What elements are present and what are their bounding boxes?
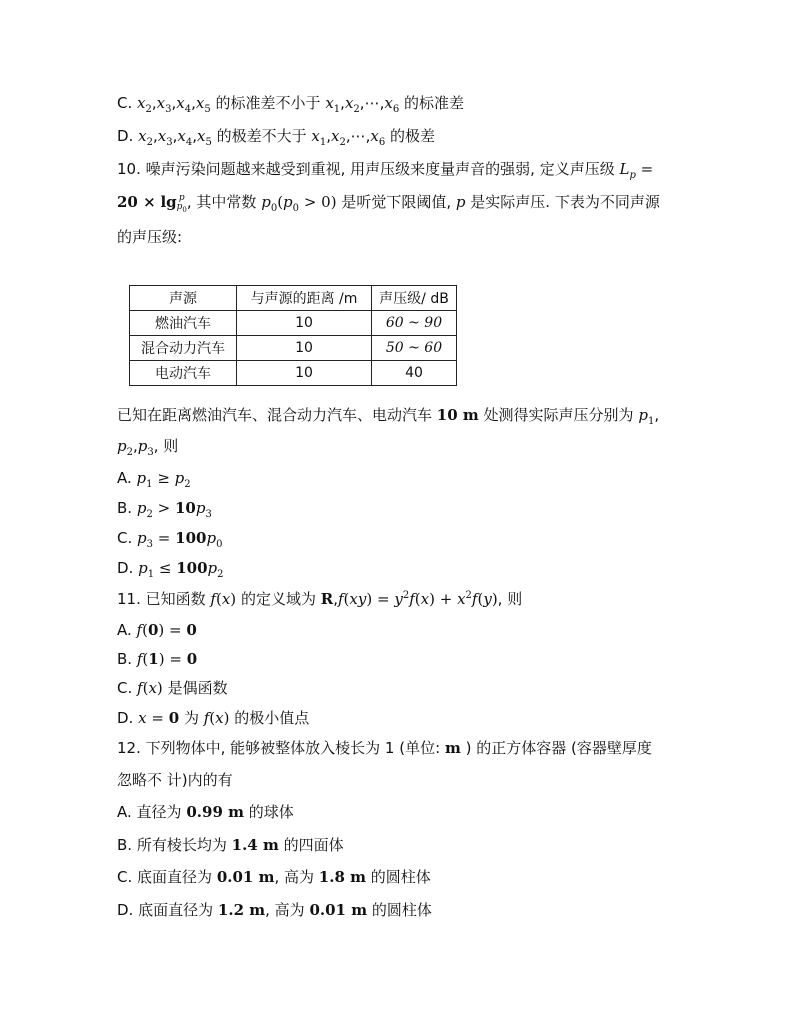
question-10-stem1: 已知在距离燃油汽车、混合动力汽车、电动汽车 10 m 处测得实际声压分别为 $p_1$, [117,406,660,427]
table-row: 混合动力汽车 10 50 ~ 60 [130,336,457,361]
table-header-row: 声源 与声源的距离 /m 声压级/ dB [130,286,457,311]
option-label: D. [117,127,134,145]
question-12-option-a: A. 直径为 0.99 m 的球体 [117,803,294,821]
question-10-line1: 10. 噪声污染问题越来越受到重视, 用声压级来度量声音的强弱, 定义声压级 $L_p$ = [117,160,654,181]
question-12-option-c: C. 底面直径为 0.01 m, 高为 1.8 m 的圆柱体 [117,868,431,886]
question-12-option-d: D. 底面直径为 1.2 m, 高为 0.01 m 的圆柱体 [117,901,432,919]
question-10-option-d: D. $p_1 \le 100p_2$ [117,559,224,580]
question-12-option-b: B. 所有棱长均为 1.4 m 的四面体 [117,836,344,854]
option-d-prev: D. $x_2,x_3,x_4,x_5$ 的极差不大于 $x_1,x_2,\cdots,x_6$ 的极差 [117,127,436,148]
question-11-line1: 11. 已知函数 f(x) 的定义域为 $R,f(xy) = y^2f(x) + x^2f(y)$, 则 [117,590,523,608]
question-11-option-a: A. f(0) = 0 [117,621,197,639]
question-12-line2: 忽略不 计)内的有 [117,771,233,789]
question-10-line2: 20 × lg p $p_0$, 其中常数 $p_0(p_0 > 0)$ 是听觉下限阈值, p 是实际声压. 下表为不同声源 [117,192,660,214]
option-label: C. [117,94,133,112]
question-10-option-c: C. $p_3 = 100p_0$ [117,529,223,550]
table-row: 电动汽车 10 40 [130,361,457,386]
question-10-option-b: B. $p_2 > 10p_3$ [117,499,212,520]
option-c-prev: C. $x_2,x_3,x_4,x_5$ 的标准差不小于 $x_1,x_2,\cdots,x_6$ 的标准差 [117,94,464,115]
question-10-option-a: A. $p_1 \ge p_2$ [117,469,191,490]
question-11-option-d: D. x = 0 为 f(x) 的极小值点 [117,709,310,727]
sound-pressure-table [129,285,457,386]
question-12-line1: 12. 下列物体中, 能够被整体放入棱长为 1 (单位: m ) 的正方体容器 (容器壁厚度 [117,739,652,757]
question-10-line3: 的声压级: [117,228,183,246]
question-11-option-c: C. f(x) 是偶函数 [117,679,228,697]
question-10-stem2: $p_2,p_3$, 则 [117,437,179,458]
question-11-option-b: B. f(1) = 0 [117,650,198,668]
table-row: 燃油汽车 10 60 ~ 90 [130,311,457,336]
